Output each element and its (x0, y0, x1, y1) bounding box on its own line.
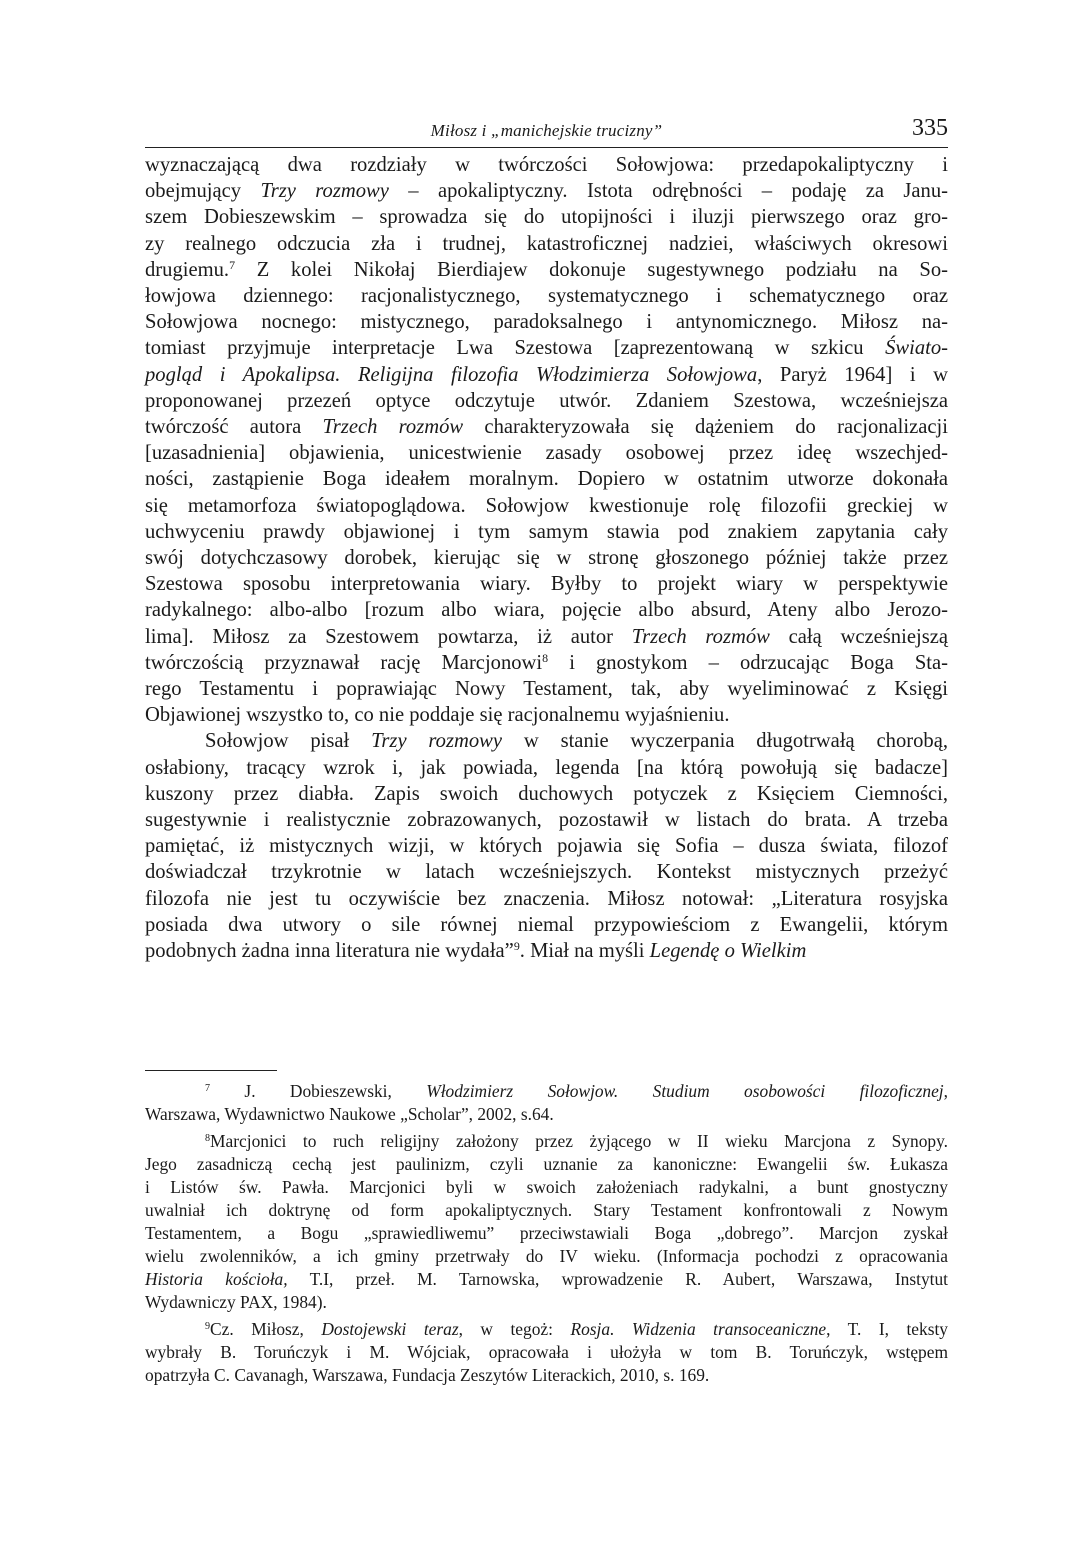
italic-title: Trzech rozmów (322, 416, 464, 439)
footnotes (145, 1080, 948, 1391)
footnote-7 (145, 1080, 948, 1126)
italic-title: Światо- (885, 337, 948, 360)
body-text (145, 152, 948, 964)
text-line: swój dotychczasowy dorobek, kierując się w stronę głoszonego później także przez (145, 547, 948, 570)
text-line: szem Dobieszewskim – sprowadza się do utopijności i iluzji pierwszego oraz gro- (145, 206, 948, 229)
text-line: twórczością przyznawał rację Marcjonowi$^8$ i gnostykom – odrzucając Boga Sta- (145, 650, 948, 674)
italic-title: Trzy rozmowy (371, 730, 503, 753)
footnote-line: Wydawniczy PAX, 1984). (145, 1292, 327, 1312)
text-line: obejmujący Trzy rozmowy – apokaliptyczny. Istota odrębności – podaję za Janu- (145, 180, 948, 203)
italic-title: Dostojewski teraz (321, 1319, 459, 1339)
footnote-marker: 8 (542, 650, 549, 665)
footnote-line: Testamentem, a Bogu „sprawiedliwemu” przeciwstawiali Boga „dobrego”. Marcjon zyskał (145, 1223, 948, 1243)
italic-title: Legendę o Wielkim (649, 940, 807, 963)
footnote-marker: 8 (205, 1132, 211, 1144)
footnote-line: opatrzyła C. Cavanagh, Warszawa, Fundacja Zeszytów Literackich, 2010, s. 169. (145, 1365, 710, 1385)
text-line: tomiast przyjmuje interpretacje Lwa Szestowa [zaprezentowaną w szkicu Światо- (145, 337, 948, 360)
text-line: kuszony przez diabła. Zapis swoich duchowych potyczek z Księciem Ciemności, (145, 782, 948, 805)
italic-title: Trzech rozmów (631, 625, 770, 648)
text-line: Objawionej wszystko to, co nie poddaje się racjonalnemu wyjaśnieniu. (145, 704, 730, 727)
footnote-marker: 9 (513, 938, 520, 953)
text-line: osłabiony, tracący wzrok i, jak powiada, legenda [na którą powołują się badacze] (145, 756, 948, 779)
footnote-marker: 9 (205, 1320, 211, 1332)
italic-title: Rosja. Widzenia transoceaniczne (570, 1319, 827, 1339)
text-line: filozofa nie jest tu oczywiście bez znaczenia. Miłosz notował: „Literatura rosyjska (145, 887, 948, 910)
footnote-line: Historia kościoła, T.I, przeł. M. Tarnowska, wprowadzenie R. Aubert, Warszawa, Instytut (145, 1269, 948, 1289)
text-line: się metamorfoza światopoglądowa. Sołowjow kwestionuje rolę filozofii greckiej w (145, 494, 948, 517)
text-line: twórczość autora Trzech rozmów charakteryzowała się dążeniem do racjonalizacji (145, 416, 948, 439)
footnote-separator (145, 1070, 277, 1071)
italic-title: pogląd i Apokalipsa. Religijna filozofia Włodzimierza Sołowjowa (145, 363, 758, 386)
footnote-line: wybrały B. Toruńczyk i M. Wójciak, opracowała i ułożyła w tom B. Toruńczyk, wstępem (145, 1342, 948, 1362)
footnote-9 (145, 1318, 948, 1387)
text-line: radykalnego: albo-albo [rozum albo wiara, pojęcie albo absurd, Ateny albo Jerozo- (145, 599, 948, 622)
text-line: Sołowjowa nocnego: mistycznego, paradoksalnego i antynomicznego. Miłosz na- (145, 311, 948, 334)
text-line: Szestowa sposobu interpretowania wiary. Byłby to projekt wiary w perspektywie (145, 573, 948, 596)
text-line: pamiętać, iż mistycznych wizji, w których pojawia się Sofia – dusza świata, filozof (145, 835, 948, 858)
text-line: doświadczał trzykrotnie w latach wcześniejszych. Kontekst mistycznych przeżyć (145, 861, 948, 884)
paragraph-1 (145, 152, 948, 728)
footnote-marker: 7 (229, 257, 236, 272)
footnote-line: Warszawa, Wydawnictwo Naukowe „Scholar”, 2002, s.64. (145, 1104, 554, 1124)
italic-title: Trzy rozmowy (260, 180, 389, 203)
running-title: Miłosz i „manichejskie trucizny” (430, 121, 663, 140)
text-line: podobnych żadna inna literatura nie wydała”$^9$. Miał na myśli Legendę o Wielkim (145, 938, 807, 963)
text-line: sugestywnie i realistycznie zobrazowanych, pozostawił w listach do brata. A trzeba (145, 809, 948, 832)
text-line: łowjowa dziennego: racjonalistycznego, systematycznego i schematycznego oraz (145, 285, 948, 308)
footnote-line: $^8$Marcjonici to ruch religijny założony przez żyjącego w II wieku Marcjona z Synopy. (205, 1131, 948, 1151)
text-line: ności, zastąpienie Boga ideałem moralnym. Dopiero w ostatnim utworze dokonała (145, 468, 948, 491)
text-line: lima]. Miłosz za Szestowem powtarza, iż autor Trzech rozmów całą wcześniejszą (145, 625, 948, 648)
page-header (145, 115, 948, 148)
page-number: 335 (912, 115, 948, 141)
text-line: posiada dwa utwory o sile równej niemal przypowieściom z Ewangelii, którym (145, 913, 948, 936)
footnote-line: uwalniał ich doktrynę od form apokaliptycznych. Stary Testament konfrontowali z Nowym (145, 1200, 948, 1220)
text-line: pogląd i Apokalipsa. Religijna filozofia Włodzimierza Sołowjowa, Paryż 1964] i w (145, 363, 948, 386)
text-line: uchwyceniu prawdy objawionej i tym samym stawia pod znakiem zapytania cały (145, 520, 948, 543)
footnote-8 (145, 1130, 948, 1314)
paragraph-2 (145, 728, 948, 964)
text-line: wyznaczającą dwa rozdziały w twórczości Sołowjowa: przedapokaliptyczny i (145, 154, 948, 176)
footnote-line: $^9$Cz. Miłosz, Dostojewski teraz, w tegoż: Rosja. Widzenia transoceaniczne, T. I, teksty (205, 1319, 948, 1339)
footnote-line: wielu zwolenników, a ich gminy przetrwały do IV wieku. (Informacja pochodzi z opracowania (145, 1246, 948, 1266)
footnote-line: Jego zasadniczą cechą jest paulinizm, czyli uznanie za kanoniczne: Ewangelii św. Łukasza (145, 1154, 948, 1174)
text-line: rego Testamentu i poprawiając Nowy Testament, tak, aby wyeliminować z Księgi (145, 678, 948, 701)
italic-title: Włodzimierz Sołowjow. Studium osobowości filozoficznej (426, 1081, 944, 1101)
text-line: drugiemu.$^7$ Z kolei Nikołaj Bierdiajew dokonuje sugestywnego podziału na So- (145, 257, 948, 281)
footnote-line: i Listów św. Pawła. Marcjonici byli w swoich założeniach radykalni, a bunt gnostyczny (145, 1177, 948, 1197)
text-line: [uzasadnienia] objawienia, unicestwienie zasady osobowej przez ideę wszechjed- (145, 442, 948, 465)
text-line: zy realnego odczucia zła i trudnej, katastroficznej nadziei, właściwych okresowi (145, 232, 948, 255)
footnote-line: $^7$ J. Dobieszewski, Włodzimierz Sołowjow. Studium osobowości filozoficznej, (205, 1081, 948, 1101)
italic-title: Historia kościoła, (145, 1269, 288, 1289)
text-line: Sołowjow pisał Trzy rozmowy w stanie wyczerpania długotrwałą chorobą, (205, 730, 948, 753)
text-line: proponowanej przezeń optyce odczytuje utwór. Zdaniem Szestowa, wcześniejsza (145, 389, 948, 412)
footnote-marker: 7 (205, 1082, 211, 1094)
